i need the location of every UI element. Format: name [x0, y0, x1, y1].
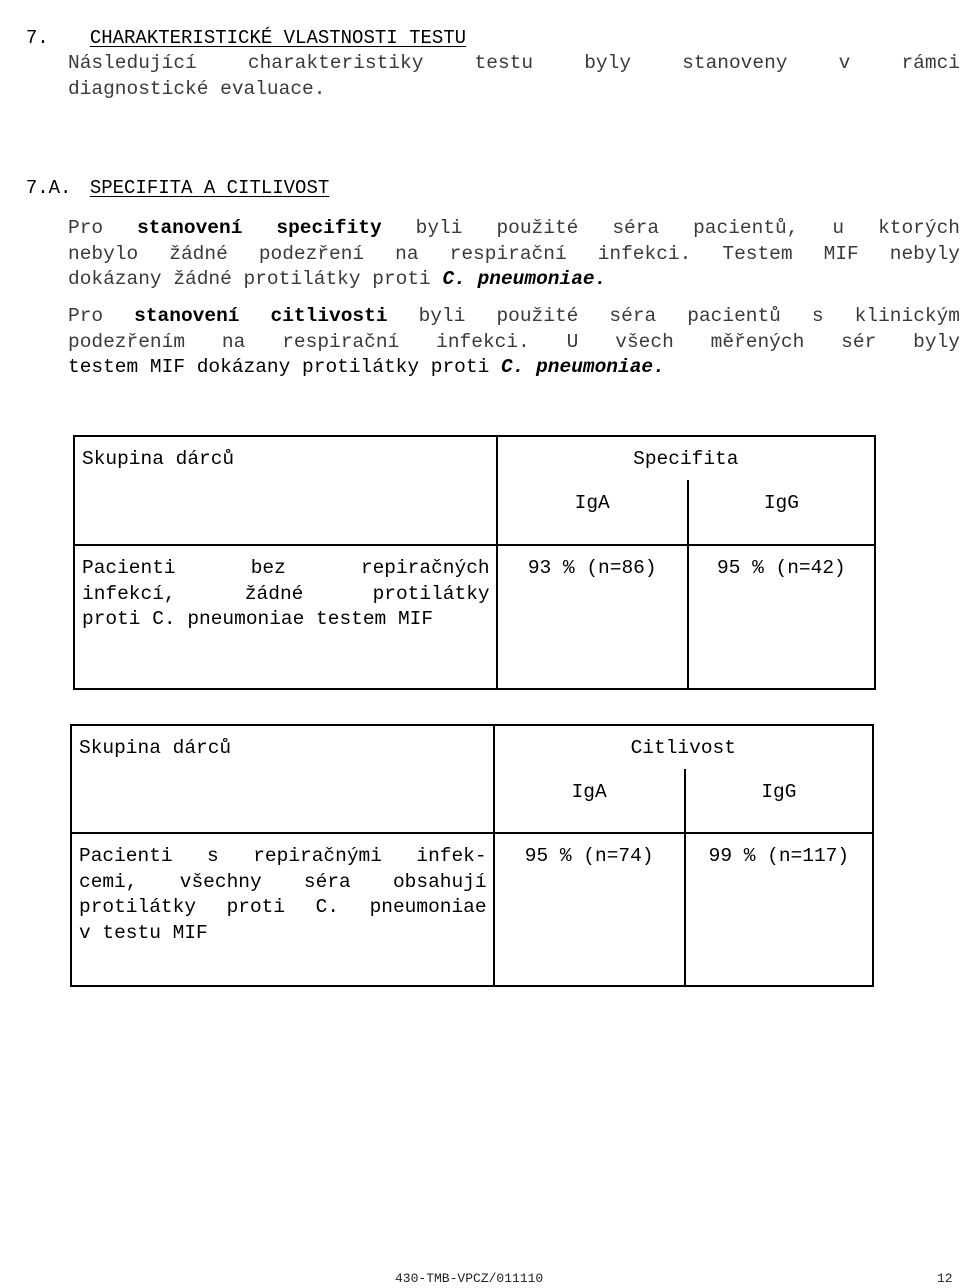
- sensitivity-line: Pro stanovení citlivosti byli použité séra pacientů s klinickým: [68, 305, 960, 327]
- metric-header: Specifita: [633, 448, 739, 470]
- organism-name: C. pneumoniae.: [442, 268, 607, 290]
- subsection-title: SPECIFITA A CITLIVOST: [89, 177, 330, 199]
- iga-header: IgA: [571, 781, 607, 803]
- igg-value: 95 % (n=42): [717, 557, 846, 579]
- specificity-paragraph: [68, 216, 960, 293]
- row-label: Pacienti bez repiračných infekcí, žádné protilátky proti C. pneumoniae testem MIF: [82, 557, 490, 630]
- specificity-term: stanovení specifity: [137, 217, 382, 239]
- iga-header-cell: [497, 480, 688, 545]
- specificity-line: Pro stanovení specifity byli použité séra pacientů, u ktorých: [68, 217, 960, 239]
- row-label-cell: [74, 545, 497, 689]
- igg-header-cell: [685, 769, 873, 833]
- sensitivity-table: [70, 724, 874, 987]
- section-number: 7.: [25, 27, 49, 49]
- row-label-cell: [71, 833, 494, 986]
- organism-name: C. pneumoniae.: [500, 356, 665, 378]
- group-header: Skupina dárců: [82, 448, 235, 470]
- sensitivity-term: stanovení citlivosti: [134, 305, 388, 327]
- subsection-number: 7.A.: [25, 177, 72, 199]
- metric-header-cell: [494, 725, 873, 769]
- igg-header: IgG: [763, 492, 799, 514]
- iga-value-cell: [497, 545, 688, 689]
- sensitivity-line: testem MIF dokázany protilátky proti C. pneumoniae.: [68, 356, 665, 378]
- metric-header-cell: [497, 436, 875, 480]
- sensitivity-line: podezřením na respirační infekci. U všech měřených sér byly: [68, 330, 960, 353]
- group-header-cell: [71, 725, 494, 833]
- intro-line: Následující charakteristiky testu byly stanoveny v rámci: [68, 52, 960, 74]
- specificity-line: nebylo žádné podezření na respirační infekci. Testem MIF nebyly: [68, 242, 960, 265]
- iga-value: 93 % (n=86): [527, 557, 657, 579]
- subsection-heading: [3, 152, 329, 200]
- page-number: 12: [937, 1271, 953, 1286]
- intro-paragraph: [68, 51, 960, 102]
- document-code: 430-TMB-VPCZ/011110: [395, 1271, 544, 1286]
- igg-value-cell: [688, 545, 875, 689]
- row-label: Pacienti s repiračnými infek- cemi, všechny séra obsahují protilátky proti C. pneumoniae v testu MIF: [79, 845, 487, 944]
- sensitivity-paragraph: [68, 304, 960, 381]
- group-header-cell: [74, 436, 497, 545]
- igg-header: IgG: [761, 781, 797, 803]
- section-heading: [3, 2, 466, 50]
- iga-value: 95 % (n=74): [524, 845, 654, 867]
- group-header: Skupina dárců: [79, 737, 232, 759]
- igg-value: 99 % (n=117): [708, 845, 850, 867]
- iga-header-cell: [494, 769, 685, 833]
- iga-value-cell: [494, 833, 685, 986]
- specificity-line: dokázany žádné protilátky proti C. pneumoniae.: [68, 268, 607, 290]
- igg-value-cell: [685, 833, 873, 986]
- iga-header: IgA: [574, 492, 610, 514]
- specificity-table: [73, 435, 876, 690]
- section-title: CHARAKTERISTICKÉ VLASTNOSTI TESTU: [89, 27, 467, 49]
- intro-line: diagnostické evaluace.: [68, 77, 326, 100]
- metric-header: Citlivost: [630, 737, 736, 759]
- igg-header-cell: [688, 480, 875, 545]
